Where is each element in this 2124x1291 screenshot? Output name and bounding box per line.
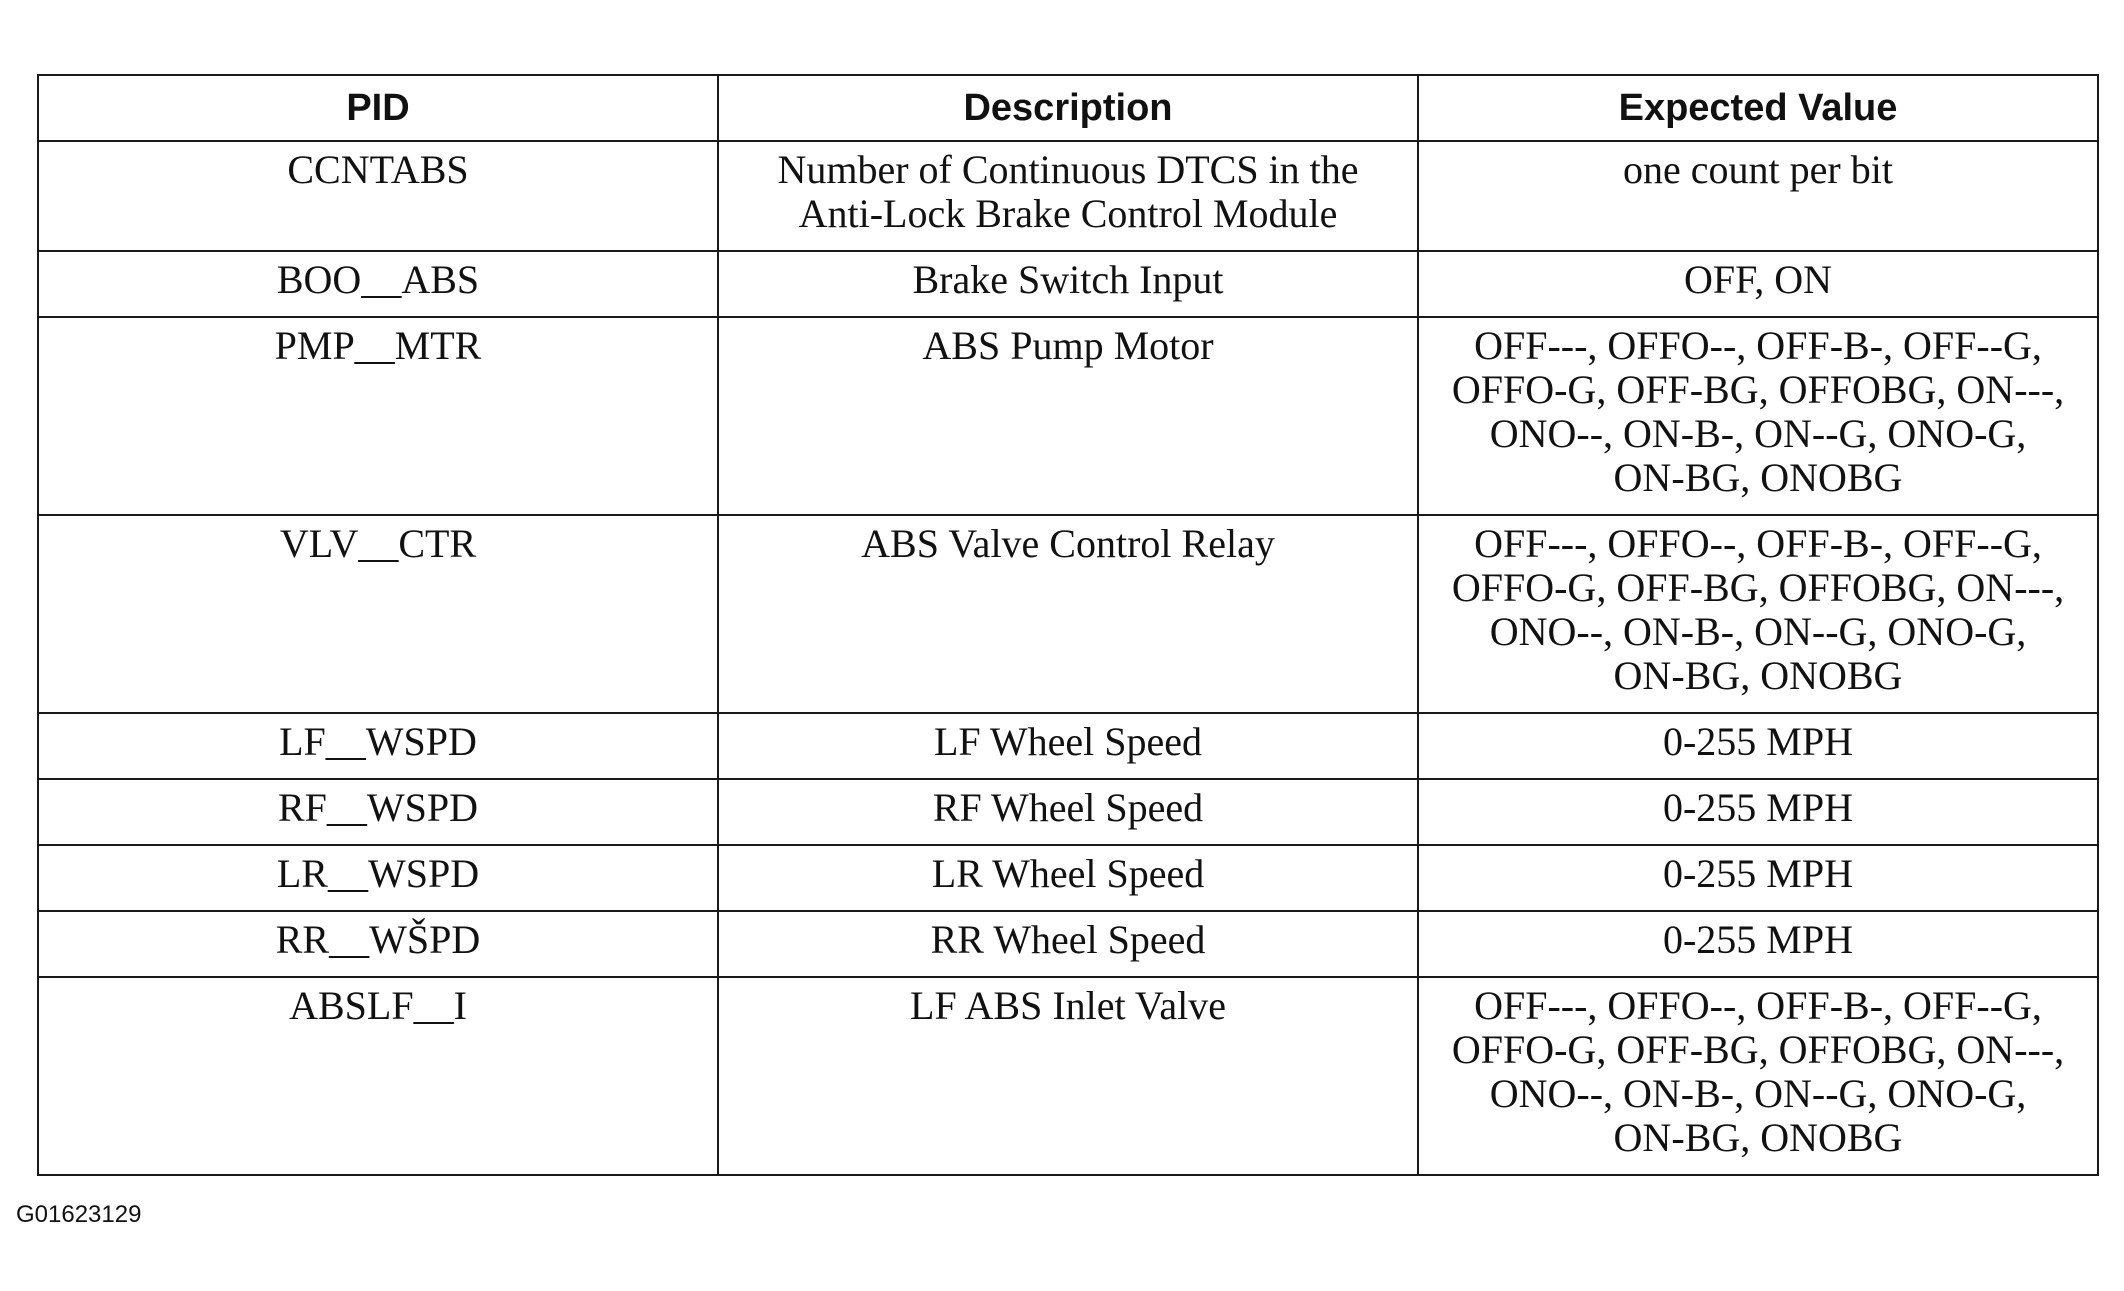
description-cell: RF Wheel Speed xyxy=(718,779,1418,845)
pid-cell: BOO__ABS xyxy=(38,251,718,317)
table-header-row xyxy=(38,75,2098,141)
expected-value-cell: 0-255 MPH xyxy=(1418,845,2098,911)
pid-cell: RF__WSPD xyxy=(38,779,718,845)
expected-value-cell: 0-255 MPH xyxy=(1418,713,2098,779)
pid-table xyxy=(37,74,2099,1176)
expected-value-cell: OFF---, OFFO--, OFF-B-, OFF--G, OFFO-G, OFF-BG, OFFOBG, ON---, ONO--, ON-B-, ON--G, ONO-G, ON-BG, ONOBG xyxy=(1418,977,2098,1175)
header-description: Description xyxy=(718,75,1418,141)
description-cell: RR Wheel Speed xyxy=(718,911,1418,977)
table-row xyxy=(38,713,2098,779)
table-row xyxy=(38,515,2098,713)
table-row xyxy=(38,845,2098,911)
expected-value-cell: OFF---, OFFO--, OFF-B-, OFF--G, OFFO-G, OFF-BG, OFFOBG, ON---, ONO--, ON-B-, ON--G, ONO-G, ON-BG, ONOBG xyxy=(1418,515,2098,713)
table-row xyxy=(38,317,2098,515)
expected-value-cell: 0-255 MPH xyxy=(1418,779,2098,845)
expected-value-cell: OFF---, OFFO--, OFF-B-, OFF--G, OFFO-G, OFF-BG, OFFOBG, ON---, ONO--, ON-B-, ON--G, ONO-G, ON-BG, ONOBG xyxy=(1418,317,2098,515)
pid-cell: PMP__MTR xyxy=(38,317,718,515)
expected-value-cell: OFF, ON xyxy=(1418,251,2098,317)
description-cell: Number of Continuous DTCS in the Anti-Lock Brake Control Module xyxy=(718,141,1418,251)
description-cell: ABS Pump Motor xyxy=(718,317,1418,515)
description-cell: LF Wheel Speed xyxy=(718,713,1418,779)
description-cell: ABS Valve Control Relay xyxy=(718,515,1418,713)
pid-cell: ABSLF__I xyxy=(38,977,718,1175)
expected-value-cell: 0-255 MPH xyxy=(1418,911,2098,977)
expected-value-cell: one count per bit xyxy=(1418,141,2098,251)
table-row xyxy=(38,251,2098,317)
description-cell: LR Wheel Speed xyxy=(718,845,1418,911)
pid-cell: CCNTABS xyxy=(38,141,718,251)
pid-cell: LR__WSPD xyxy=(38,845,718,911)
table-row xyxy=(38,779,2098,845)
pid-cell: LF__WSPD xyxy=(38,713,718,779)
pid-cell: VLV__CTR xyxy=(38,515,718,713)
table-row xyxy=(38,141,2098,251)
description-cell: Brake Switch Input xyxy=(718,251,1418,317)
figure-id: G01623129 xyxy=(16,1201,142,1228)
header-expected-value: Expected Value xyxy=(1418,75,2098,141)
table-row xyxy=(38,911,2098,977)
description-cell: LF ABS Inlet Valve xyxy=(718,977,1418,1175)
header-pid: PID xyxy=(38,75,718,141)
table-row xyxy=(38,977,2098,1175)
pid-cell: RR__WŠPD xyxy=(38,911,718,977)
